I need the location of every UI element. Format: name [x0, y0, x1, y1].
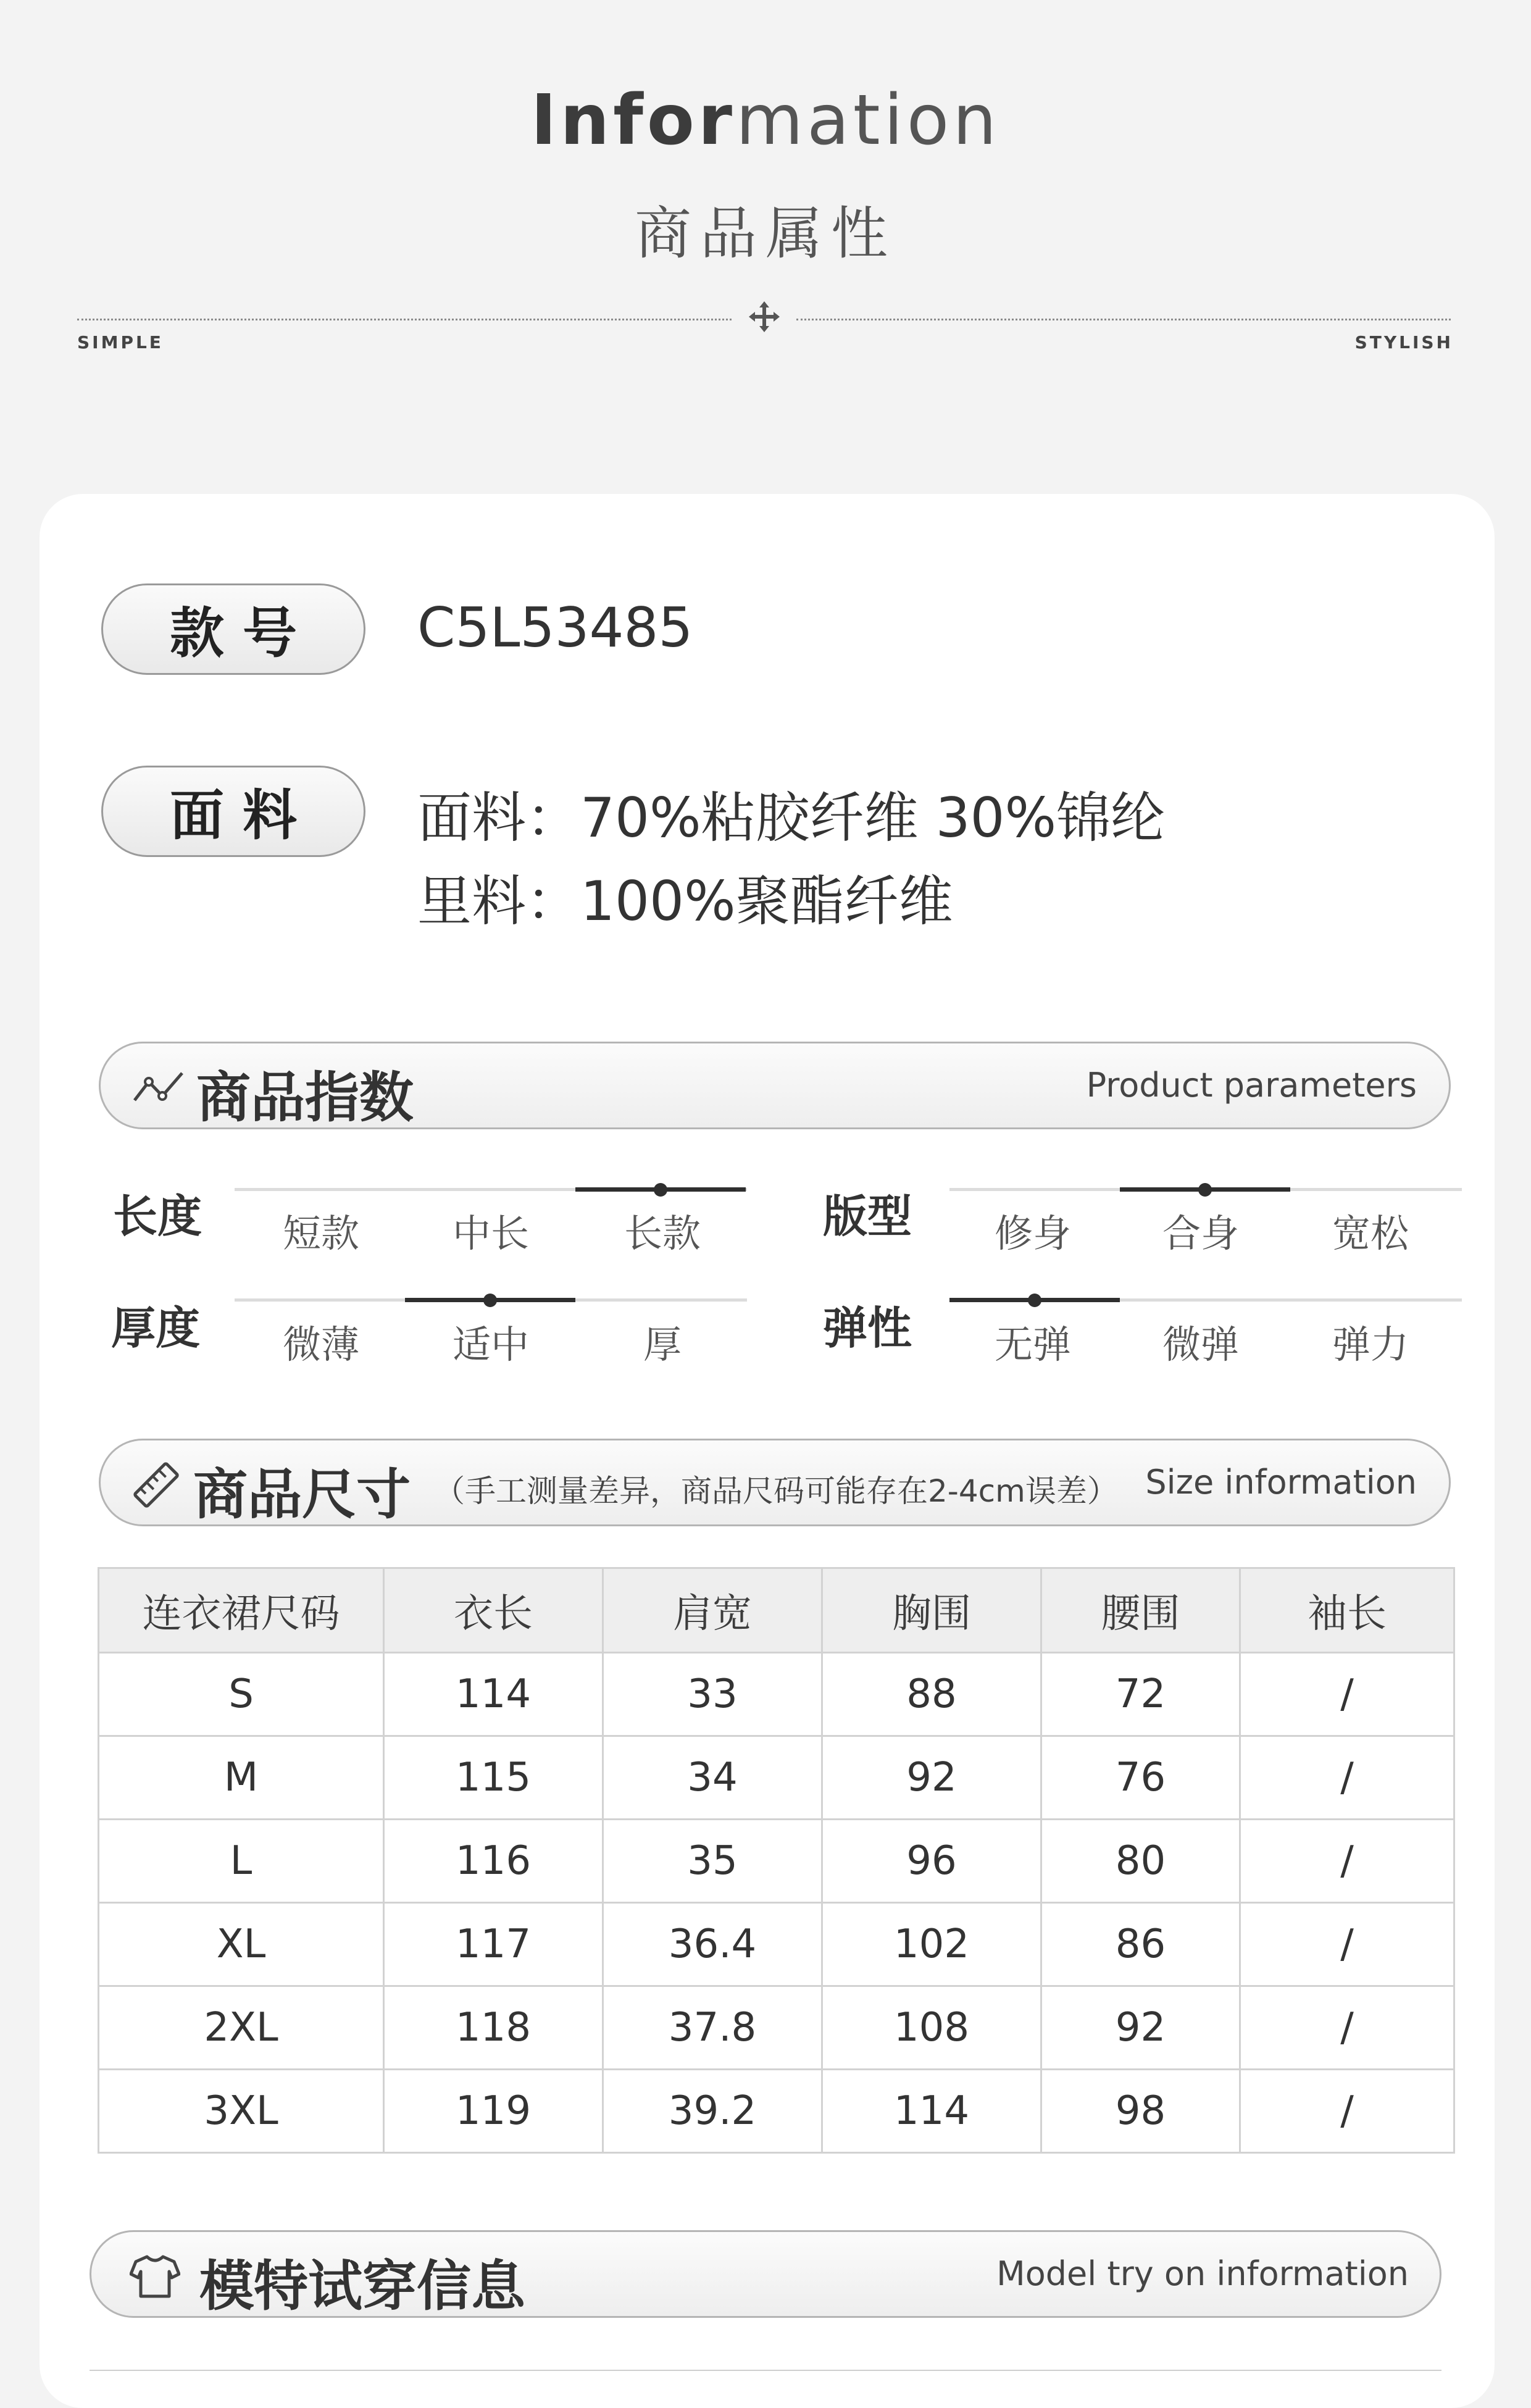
scale-selected-dot [1198, 1183, 1212, 1197]
table-row [99, 1653, 1454, 1736]
table-cell: 117 [384, 1903, 603, 1986]
table-cell: / [1240, 1986, 1454, 2070]
section-model-try-on [90, 2230, 1441, 2318]
table-cell: S [99, 1653, 384, 1736]
scale-option: 厚 [643, 1322, 682, 1367]
section-note: （手工测量差异，商品尺码可能存在2-4cm误差） [434, 1473, 1118, 1509]
param-label-thickness: 厚度 [111, 1302, 201, 1354]
table-row [99, 2070, 1454, 2153]
table-cell: 98 [1041, 2070, 1240, 2153]
table-cell: 96 [822, 1820, 1041, 1903]
scale-option: 宽松 [1332, 1211, 1409, 1256]
param-label-elasticity: 弹性 [823, 1302, 912, 1354]
scale-selected-dot [1028, 1294, 1041, 1307]
scale-option: 微薄 [282, 1322, 359, 1367]
ruler-icon [130, 1459, 182, 1511]
shirt-icon [130, 2254, 180, 2299]
table-cell: 92 [1041, 1986, 1240, 2070]
table-cell: / [1240, 1820, 1454, 1903]
table-cell: 115 [384, 1736, 603, 1820]
label-simple: SIMPLE [77, 332, 164, 353]
table-cell: 88 [822, 1653, 1041, 1736]
table-cell: L [99, 1820, 384, 1903]
table-cell: 86 [1041, 1903, 1240, 1986]
table-cell: 76 [1041, 1736, 1240, 1820]
table-cell: XL [99, 1903, 384, 1986]
section-title-en: Product parameters [1086, 1066, 1417, 1105]
scale-option: 微弹 [1162, 1322, 1239, 1367]
table-cell: 80 [1041, 1820, 1240, 1903]
column-header-shoulder: 肩宽 [603, 1568, 822, 1653]
section-title: 商品指数 [196, 1066, 414, 1129]
table-cell: 102 [822, 1903, 1041, 1986]
table-cell: 108 [822, 1986, 1041, 2070]
table-cell: M [99, 1736, 384, 1820]
section-title-en: Model try on information [996, 2254, 1409, 2293]
param-label-fit: 版型 [823, 1190, 912, 1242]
table-cell: / [1240, 1736, 1454, 1820]
scale-option: 修身 [994, 1211, 1071, 1256]
fabric-lining-text: 里料：100%聚酯纤维 [417, 869, 953, 933]
label-stylish: STYLISH [1354, 332, 1453, 353]
table-cell: / [1240, 1653, 1454, 1736]
table-row [99, 1903, 1454, 1986]
fabric-outer-text: 面料：70%粘胶纤维 30%锦纶 [417, 786, 1166, 850]
scale-option: 中长 [452, 1211, 529, 1256]
section-product-parameters [99, 1042, 1451, 1129]
four-arrows-icon [749, 301, 780, 332]
table-row [99, 1986, 1454, 2070]
table-cell: / [1240, 2070, 1454, 2153]
scale-option: 适中 [452, 1322, 529, 1367]
scale-selected-dot [654, 1183, 667, 1197]
table-row [99, 1736, 1454, 1820]
table-cell: 35 [603, 1820, 822, 1903]
column-header-bust: 胸围 [822, 1568, 1041, 1653]
param-label-length: 长度 [113, 1190, 202, 1242]
scale-option: 弹力 [1332, 1322, 1409, 1367]
scale-option: 无弹 [994, 1322, 1071, 1367]
column-header-sleeve: 袖长 [1240, 1568, 1454, 1653]
trend-line-icon [131, 1068, 187, 1105]
column-header-waist: 腰围 [1041, 1568, 1240, 1653]
style-number-value: C5L53485 [417, 596, 693, 659]
scale-option: 合身 [1162, 1211, 1239, 1256]
table-cell: 92 [822, 1736, 1041, 1820]
table-cell: 39.2 [603, 2070, 822, 2153]
table-row [99, 1820, 1454, 1903]
scale-option: 短款 [282, 1211, 359, 1256]
table-cell: 2XL [99, 1986, 384, 2070]
table-header-row [99, 1568, 1454, 1653]
table-cell: 114 [822, 2070, 1041, 2153]
divider-right [796, 319, 1451, 320]
scale-selected-dot [483, 1294, 497, 1307]
table-cell: 116 [384, 1820, 603, 1903]
section-size-information [99, 1439, 1451, 1526]
divider-left [77, 319, 732, 320]
fabric-label: 面料 [101, 766, 365, 857]
page-title-en: Information [530, 80, 1001, 161]
page-title-cn: 商品属性 [634, 201, 896, 267]
scale-option: 长款 [624, 1211, 701, 1256]
table-cell: 37.8 [603, 1986, 822, 2070]
column-header-size: 连衣裙尺码 [99, 1568, 384, 1653]
column-header-length: 衣长 [384, 1568, 603, 1653]
table-cell: 119 [384, 2070, 603, 2153]
table-cell: 36.4 [603, 1903, 822, 1986]
table-cell: 3XL [99, 2070, 384, 2153]
table-cell: 34 [603, 1736, 822, 1820]
table-cell: 72 [1041, 1653, 1240, 1736]
table-cell: / [1240, 1903, 1454, 1986]
section-title: 商品尺寸 [193, 1463, 411, 1526]
table-cell: 33 [603, 1653, 822, 1736]
table-cell: 118 [384, 1986, 603, 2070]
style-number-label: 款号 [101, 583, 365, 675]
section-title-en: Size information [1145, 1463, 1417, 1502]
size-table [98, 1567, 1455, 2154]
table-cell: 114 [384, 1653, 603, 1736]
section-title: 模特试穿信息 [199, 2254, 526, 2318]
